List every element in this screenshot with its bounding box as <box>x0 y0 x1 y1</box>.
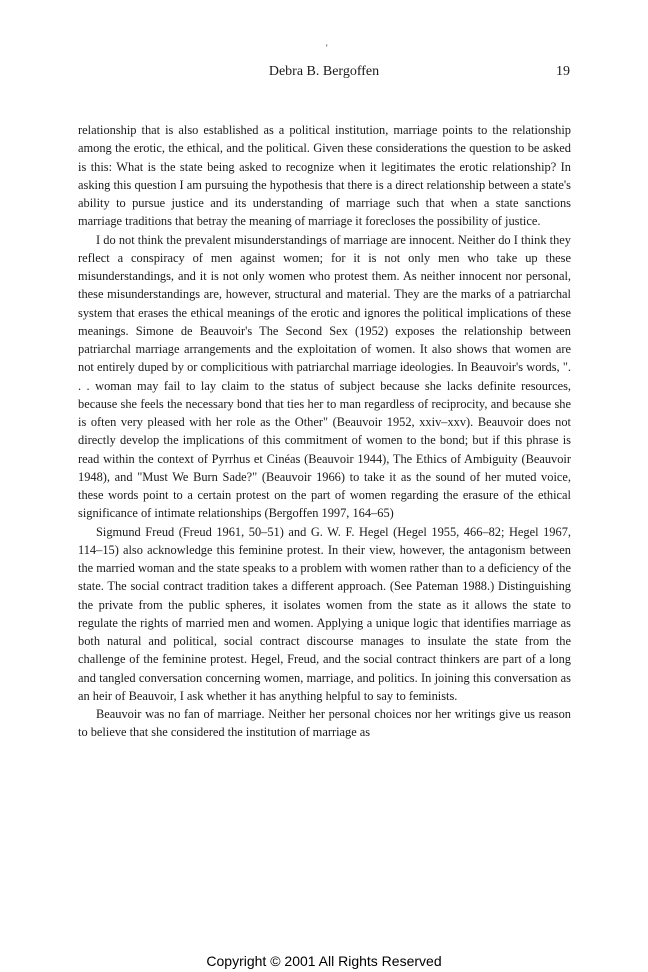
paragraph-3: Sigmund Freud (Freud 1961, 50–51) and G. W. F. Hegel (Hegel 1955, 466–82; Hegel 1967, 114–15) also acknowledge this feminine protest. In their view, however, the antagonism between the married woman and the state speaks to a problem with women rather than to a deficiency of the state. The social contract tradition takes a different approach. (See Pateman 1988.) Distinguishing the private from the public spheres, it isolates women from the state as it allows the state to regulate the rights of married men and women. Applying a unique logic that identifies marriage as both natural and political, social contract discourse manages to insulate the state from the challenge of the feminine protest. Hegel, Freud, and the social contract thinkers are part of a long and tangled conversation concerning women, marriage, and politics. In joining this conversation as an heir of Beauvoir, I ask whether it has anything helpful to say to feminists. <box>78 524 571 703</box>
running-head-author: Debra B. Bergoffen <box>268 64 380 79</box>
body-text <box>78 121 571 742</box>
page-number: 19 <box>556 64 570 79</box>
paragraph-2: I do not think the prevalent misunderstandings of marriage are innocent. Neither do I think they reflect a conspiracy of men against women; for it is not only men who take up these misunderstandings, and it is not only women who protest them. As neither innocent nor personal, these misunderstandings are, however, structural and material. They are the marks of a patriarchal system that erases the ethical meanings of the erotic and ignores the political implications of these meanings. Simone de Beauvoir's The Second Sex (1952) exposes the relationship between patriarchal marriage arrangements and the exploitation of women. It also shows that women are not entirely duped by or complicitious with patriarchal marriage ideologies. In Beauvoir's words, ". . . woman may fail to lay claim to the status of subject because she lacks definite resources, because she feels the necessary bond that ties her to man regardless of reciprocity, and because she is often very pleased with her role as the Other" (Beauvoir 1952, xxiv–xxv). Beauvoir does not directly develop the implications of this commitment of women to the bond; but if this phrase is read within the context of Pyrrhus et Cinéas (Beauvoir 1944), The Ethics of Ambiguity (Beauvoir 1948), and "Must We Burn Sade?" (Beauvoir 1966) to take it as the sound of her muted voice, these words point to a certain protest on the part of women regarding the erasure of the ethical significance of intimate relationships (Bergoffen 1997, 164–65) <box>78 232 571 521</box>
paragraph-4: Beauvoir was no fan of marriage. Neither her personal choices nor her writings give us reason to believe that she considered the institution of marriage as <box>78 707 571 740</box>
paragraph-1: relationship that is also established as a political institution, marriage points to the relationship among the erotic, the ethical, and the political. Given these considerations the question to be asked is this: What is the state being asked to recognize when it legitimates the erotic relationship? In asking this question I am pursuing the hypothesis that there is a direct relationship between a state's ability to pursue justice and its understanding of marriage such that when a state sanctions marriage traditions that betray the meaning of marriage it forecloses the possibility of justice. <box>78 123 571 229</box>
top-mark: ' <box>326 43 328 53</box>
running-head <box>0 62 648 82</box>
copyright-footer: Copyright © 2001 All Rights Reserved <box>206 953 442 969</box>
